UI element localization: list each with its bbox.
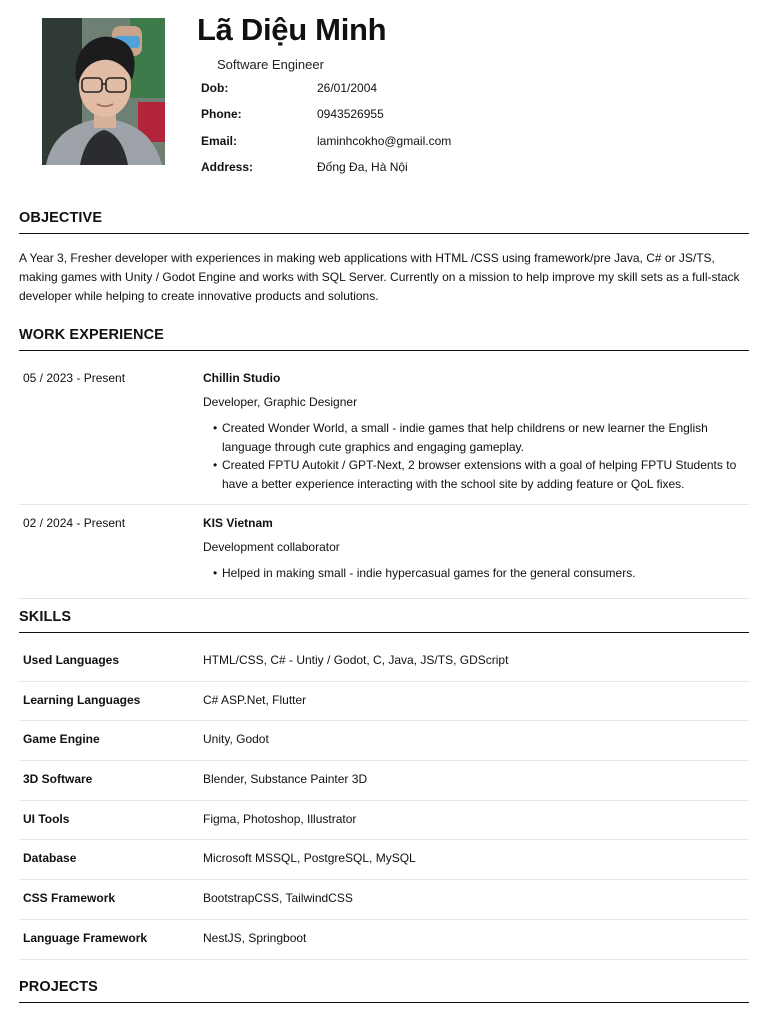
job-entry	[19, 366, 749, 505]
section-title-projects: PROJECTS	[19, 979, 98, 995]
section-divider	[19, 350, 749, 351]
job-entry	[19, 511, 749, 599]
skill-name: UI Tools	[23, 811, 70, 826]
skill-value: Unity, Godot	[203, 732, 269, 747]
section-divider	[19, 233, 749, 234]
skill-row	[19, 920, 749, 960]
job-period: 05 / 2023 - Present	[23, 371, 126, 385]
contact-label: Phone:	[201, 107, 242, 122]
skill-name: Game Engine	[23, 732, 100, 747]
job-details	[203, 511, 749, 598]
job-period: 02 / 2024 - Present	[23, 516, 126, 530]
contact-label: Dob:	[201, 81, 229, 95]
skill-name: Learning Languages	[23, 692, 141, 707]
objective-text: A Year 3, Fresher developer with experiences in making web applications with HTML /CSS using framework/pre Java, C# or JS/TS, making games with Unity / Godot Engine and works with SQL Server. Currently on a mission to help improve my skill sets as a full-stack developer while helping to create innovative products and solutions.	[19, 251, 740, 304]
skill-value: Microsoft MSSQL, PostgreSQL, MySQL	[203, 851, 416, 866]
skill-value: HTML/CSS, C# - Untiy / Godot, C, Java, JS/TS, GDScript	[203, 653, 509, 667]
job-bullet: • Created Wonder World, a small - indie games that help childrens or new learner the English language through cute graphics and engaging gameplay.	[213, 421, 708, 454]
job-bullet: • Helped in making small - indie hypercasual games for the general consumers.	[203, 564, 749, 583]
profile-photo	[42, 18, 165, 165]
bullet-icon: •	[213, 566, 218, 580]
skill-name: Language Framework	[23, 930, 148, 945]
skill-row	[19, 801, 749, 841]
skill-name: Used Languages	[23, 653, 120, 667]
contact-row-phone	[201, 104, 561, 130]
contact-value: 0943526955	[317, 107, 384, 122]
skills-table	[19, 642, 749, 960]
contact-label: Email:	[201, 133, 238, 148]
skill-row	[19, 880, 749, 920]
skill-value: BootstrapCSS, TailwindCSS	[203, 891, 353, 906]
job-title: Software Engineer	[217, 57, 324, 72]
skill-value: NestJS, Springboot	[203, 930, 307, 945]
skill-value: Figma, Photoshop, Illustrator	[203, 811, 357, 826]
bullet-icon: •	[213, 421, 218, 435]
contact-row-email	[201, 131, 561, 157]
skill-name: 3D Software	[23, 772, 93, 787]
skill-row	[19, 840, 749, 880]
skill-row	[19, 682, 749, 722]
contact-row-dob	[201, 78, 561, 104]
skill-name: CSS Framework	[23, 891, 116, 906]
section-divider	[19, 632, 749, 633]
section-title-skills: SKILLS	[19, 609, 72, 625]
contact-row-address	[201, 157, 561, 183]
contact-value: 26/01/2004	[317, 81, 378, 95]
skill-row	[19, 721, 749, 761]
section-divider	[19, 1002, 749, 1003]
job-role: Development collaborator	[203, 540, 340, 554]
work-experience-list	[19, 366, 749, 599]
job-role: Developer, Graphic Designer	[203, 395, 358, 409]
skill-row	[19, 761, 749, 801]
candidate-name: Lã Diệu Minh	[197, 12, 387, 47]
company-name: Chillin Studio	[203, 371, 281, 385]
contact-info	[201, 78, 561, 183]
company-name: KIS Vietnam	[203, 516, 273, 530]
job-bullets	[203, 419, 749, 493]
section-title-objective: OBJECTIVE	[19, 210, 103, 226]
skill-value: Blender, Substance Painter 3D	[203, 772, 368, 787]
skill-row	[19, 642, 749, 682]
bullet-icon: •	[213, 458, 218, 473]
contact-value: Đống Đa, Hà Nội	[317, 159, 408, 174]
contact-value: laminhcokho@gmail.com	[317, 133, 452, 148]
skill-name: Database	[23, 851, 77, 866]
skill-value: C# ASP.Net, Flutter	[203, 692, 307, 707]
job-bullets	[203, 564, 749, 583]
contact-label: Address:	[201, 159, 254, 174]
job-bullet: • Created FPTU Autokit / GPT-Next, 2 browser extensions with a goal of helping FPTU Students to have a better experience interacting with the school site by adding feature or QoL fixes.	[213, 458, 737, 491]
job-details	[203, 366, 749, 504]
section-title-work-experience: WORK EXPERIENCE	[19, 327, 164, 343]
